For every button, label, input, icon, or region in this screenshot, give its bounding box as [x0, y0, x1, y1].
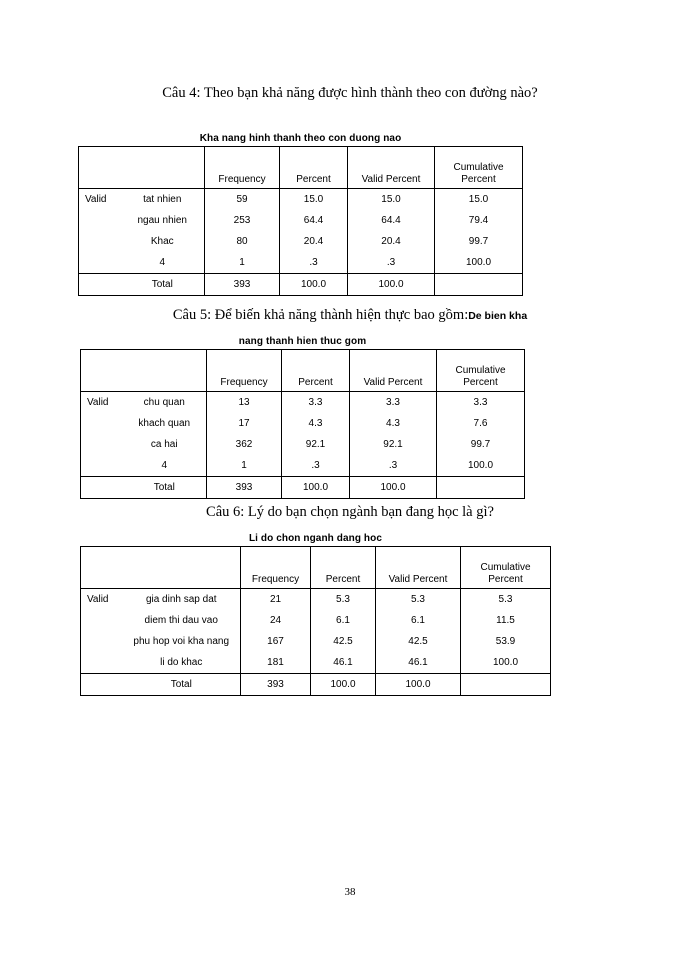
- table-title-q6: Li do chon nganh dang hoc: [248, 533, 383, 544]
- row-percent: 64.4: [280, 210, 348, 231]
- header-cumulative-line1: Cumulative: [480, 562, 531, 573]
- question-5-text: Câu 5: Để biến khả năng thành hiện thực bao gồm:: [172, 307, 469, 323]
- table-row: [79, 252, 523, 274]
- row-valid-percent: 4.3: [350, 413, 437, 434]
- total-cumulative-percent: [461, 674, 551, 696]
- total-valid-percent: 100.0: [350, 477, 437, 499]
- total-label: Total: [129, 274, 205, 296]
- row-spacer: [81, 477, 131, 499]
- header-frequency: Frequency: [205, 147, 280, 189]
- row-spacer: [81, 674, 131, 696]
- table-header-row: [81, 350, 525, 392]
- table-row: [81, 413, 525, 434]
- table-row: [81, 434, 525, 455]
- header-blank: [81, 547, 241, 589]
- row-frequency: 253: [205, 210, 280, 231]
- row-spacer: [81, 434, 131, 455]
- page-number: 38: [344, 886, 356, 898]
- table-row: [79, 189, 523, 211]
- row-spacer: [79, 231, 129, 252]
- row-valid-percent: 42.5: [376, 631, 461, 652]
- question-6-heading: Câu 6: Lý do bạn chọn ngành bạn đang học là gì?: [206, 504, 494, 520]
- row-spacer: [79, 252, 129, 274]
- table-row: [81, 631, 551, 652]
- row-percent: 46.1: [311, 652, 376, 674]
- row-percent: .3: [282, 455, 350, 477]
- row-valid-percent: 15.0: [348, 189, 435, 211]
- total-valid-percent: 100.0: [376, 674, 461, 696]
- table-header-row: [81, 547, 551, 589]
- header-frequency: Frequency: [241, 547, 311, 589]
- frequency-table-q5: [80, 349, 525, 499]
- row-category: phu hop voi kha nang: [131, 631, 241, 652]
- row-spacer: [79, 274, 129, 296]
- row-frequency: 17: [207, 413, 282, 434]
- table-total-row: [81, 477, 525, 499]
- valid-label: Valid: [87, 594, 109, 605]
- header-cumulative-percent: [435, 147, 523, 189]
- header-cumulative-line1: Cumulative: [455, 365, 506, 376]
- table-header-row: [79, 147, 523, 189]
- total-percent: 100.0: [311, 674, 376, 696]
- total-percent: 100.0: [280, 274, 348, 296]
- question-4-heading: Câu 4: Theo bạn khả năng được hình thành theo con đường nào?: [162, 85, 538, 101]
- frequency-table-q4: [78, 146, 523, 296]
- row-spacer: [81, 631, 131, 652]
- row-percent: .3: [280, 252, 348, 274]
- total-label: Total: [131, 674, 241, 696]
- row-frequency: 362: [207, 434, 282, 455]
- row-valid-percent: .3: [348, 252, 435, 274]
- row-cumulative-percent: 3.3: [473, 397, 488, 408]
- row-category: diem thi dau vao: [131, 610, 241, 631]
- total-frequency: 393: [205, 274, 280, 296]
- row-spacer: [79, 210, 129, 231]
- row-cumulative-percent: 5.3: [498, 594, 513, 605]
- row-valid-percent: .3: [350, 455, 437, 477]
- header-valid-percent: Valid Percent: [350, 350, 437, 392]
- header-frequency: Frequency: [207, 350, 282, 392]
- total-frequency: 393: [207, 477, 282, 499]
- header-cumulative-percent: [461, 547, 551, 589]
- row-category: chu quan: [131, 392, 207, 414]
- total-frequency: 393: [241, 674, 311, 696]
- row-category: ngau nhien: [129, 210, 205, 231]
- frequency-table-q6: [80, 546, 551, 696]
- header-cumulative-line2: Percent: [488, 573, 523, 585]
- header-blank: [81, 350, 207, 392]
- row-cumulative-percent: 100.0: [465, 257, 492, 268]
- row-category: 4: [129, 252, 205, 274]
- row-percent: 6.1: [311, 610, 376, 631]
- row-frequency: 167: [241, 631, 311, 652]
- row-category: ca hai: [131, 434, 207, 455]
- row-cumulative-percent: 11.5: [496, 615, 515, 626]
- header-cumulative-line2: Percent: [463, 376, 498, 388]
- row-frequency: 24: [241, 610, 311, 631]
- header-valid-percent: Valid Percent: [348, 147, 435, 189]
- row-cumulative-percent: 99.7: [470, 439, 491, 450]
- row-percent: 3.3: [282, 392, 350, 414]
- row-valid-percent: 3.3: [350, 392, 437, 414]
- row-spacer: [81, 455, 131, 477]
- row-frequency: 1: [205, 252, 280, 274]
- row-frequency: 59: [205, 189, 280, 211]
- table-row: [79, 210, 523, 231]
- valid-label: Valid: [85, 194, 107, 205]
- row-spacer: [81, 610, 131, 631]
- row-frequency: 1: [207, 455, 282, 477]
- header-valid-percent: Valid Percent: [376, 547, 461, 589]
- row-percent: 20.4: [280, 231, 348, 252]
- table-row: [81, 589, 551, 611]
- row-cumulative-percent: 7.6: [473, 418, 488, 429]
- frequency-table-q4-wrapper: [78, 133, 523, 296]
- row-frequency: 13: [207, 392, 282, 414]
- row-frequency: 80: [205, 231, 280, 252]
- row-spacer: [81, 413, 131, 434]
- total-cumulative-percent: [435, 274, 523, 296]
- row-valid-percent: 5.3: [376, 589, 461, 611]
- frequency-table-q5-wrapper: [80, 336, 525, 499]
- row-cumulative-percent: 15.0: [468, 194, 489, 205]
- valid-label: Valid: [87, 397, 109, 408]
- row-percent: 5.3: [311, 589, 376, 611]
- row-valid-percent: 46.1: [376, 652, 461, 674]
- row-category: Khac: [129, 231, 205, 252]
- header-blank: [79, 147, 205, 189]
- row-percent: 4.3: [282, 413, 350, 434]
- table-row: [79, 231, 523, 252]
- total-label: Total: [131, 477, 207, 499]
- row-cumulative-percent: 79.4: [468, 215, 489, 226]
- row-cumulative-percent: 100.0: [467, 460, 494, 471]
- row-percent: 15.0: [280, 189, 348, 211]
- question-5-heading: [70, 305, 630, 326]
- header-cumulative-line1: Cumulative: [453, 162, 504, 173]
- frequency-table-q6-wrapper: [80, 533, 551, 696]
- header-percent: Percent: [280, 147, 348, 189]
- row-category: li do khac: [131, 652, 241, 674]
- row-frequency: 181: [241, 652, 311, 674]
- question-5-inline-table-title: De bien kha: [468, 310, 528, 322]
- header-cumulative-percent: [437, 350, 525, 392]
- total-percent: 100.0: [282, 477, 350, 499]
- row-category: 4: [131, 455, 207, 477]
- row-valid-percent: 64.4: [348, 210, 435, 231]
- header-percent: Percent: [311, 547, 376, 589]
- total-cumulative-percent: [437, 477, 525, 499]
- total-valid-percent: 100.0: [348, 274, 435, 296]
- table-total-row: [79, 274, 523, 296]
- row-percent: 42.5: [311, 631, 376, 652]
- row-cumulative-percent: 100.0: [492, 657, 519, 668]
- header-cumulative-line2: Percent: [461, 173, 496, 185]
- table-row: [81, 652, 551, 674]
- table-row: [81, 455, 525, 477]
- row-valid-percent: 20.4: [348, 231, 435, 252]
- row-spacer: [81, 652, 131, 674]
- row-frequency: 21: [241, 589, 311, 611]
- table-row: [81, 392, 525, 414]
- row-valid-percent: 6.1: [376, 610, 461, 631]
- row-category: gia dinh sap dat: [131, 589, 241, 611]
- table-title-q4: Kha nang hinh thanh theo con duong nao: [199, 133, 402, 144]
- table-title-q5: nang thanh hien thuc gom: [238, 336, 367, 347]
- row-cumulative-percent: 99.7: [468, 236, 489, 247]
- row-cumulative-percent: 53.9: [495, 636, 516, 647]
- row-category: khach quan: [131, 413, 207, 434]
- row-percent: 92.1: [282, 434, 350, 455]
- row-valid-percent: 92.1: [350, 434, 437, 455]
- table-row: [81, 610, 551, 631]
- row-category: tat nhien: [129, 189, 205, 211]
- header-percent: Percent: [282, 350, 350, 392]
- table-total-row: [81, 674, 551, 696]
